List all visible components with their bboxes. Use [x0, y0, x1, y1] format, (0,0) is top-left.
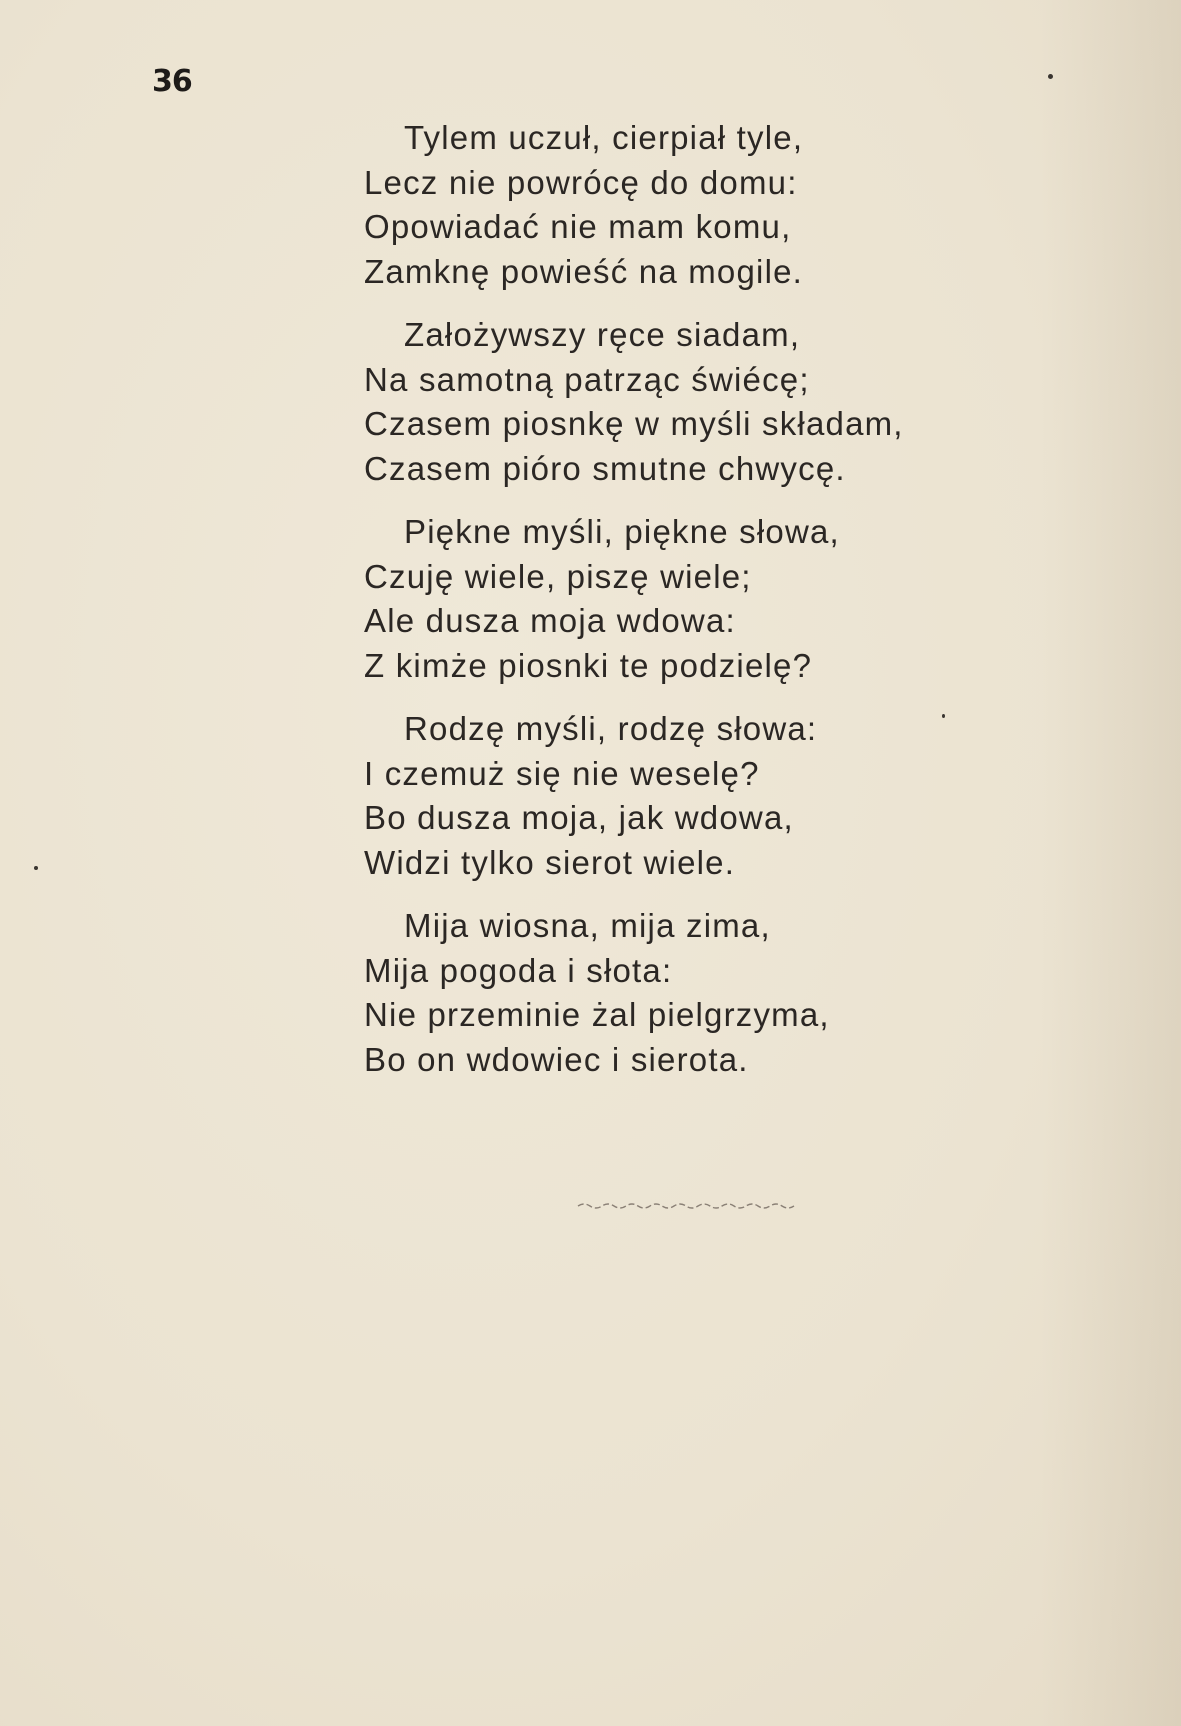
poem-line: Z kimże piosnki te podzielę? — [364, 646, 813, 684]
poem-line: Czasem pióro smutne chwycę. — [364, 449, 846, 487]
paper-speck — [942, 714, 945, 718]
poem-line: Czuję wiele, piszę wiele; — [364, 557, 752, 595]
poem-line: Na samotną patrząc świécę; — [364, 360, 810, 398]
poem-line: Lecz nie powrócę do domu: — [364, 163, 798, 201]
poem-line: Czasem piosnkę w myśli składam, — [364, 405, 904, 442]
poem-line: Bo dusza moja, jak wdowa, — [364, 799, 794, 836]
poem-line: Ale dusza moja wdowa: — [364, 602, 736, 639]
poem — [364, 116, 984, 1101]
ornament-divider — [576, 1200, 796, 1212]
poem-line: Tylem uczuł, cierpiał tyle, — [404, 119, 804, 156]
poem-line: I czemuż się nie weselę? — [364, 754, 760, 792]
paper-speck — [1048, 74, 1053, 79]
poem-line: Bo on wdowiec i sierota. — [364, 1040, 749, 1078]
paper-speck — [34, 866, 38, 870]
poem-line: Założywszy ręce siadam, — [404, 316, 801, 353]
poem-line: Rodzę myśli, rodzę słowa: — [404, 710, 818, 747]
page-number: 36 — [152, 64, 192, 99]
stanza-5 — [364, 904, 984, 1082]
stanza-2 — [364, 313, 984, 491]
poem-line: Opowiadać nie mam komu, — [364, 208, 792, 245]
stanza-3 — [364, 510, 984, 688]
stanza-1 — [364, 116, 984, 294]
poem-line: Nie przeminie żal pielgrzyma, — [364, 996, 830, 1033]
poem-line: Mija pogoda i słota: — [364, 951, 673, 989]
stanza-4 — [364, 707, 984, 885]
poem-line: Zamknę powieść na mogile. — [364, 252, 804, 290]
poem-line: Widzi tylko sierot wiele. — [364, 843, 736, 881]
poem-line: Mija wiosna, mija zima, — [404, 907, 771, 944]
poem-line: Piękne myśli, piękne słowa, — [404, 513, 840, 550]
